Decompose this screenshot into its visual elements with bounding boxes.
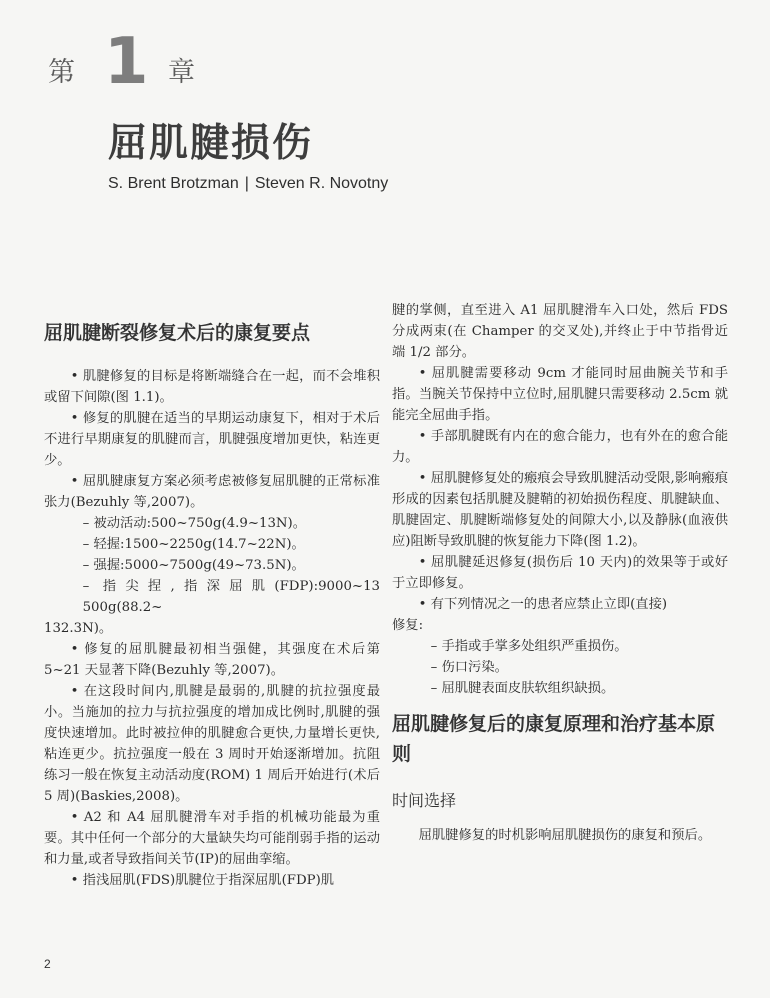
paragraph: • 有下列情况之一的患者应禁止立即(直接) <box>418 597 668 612</box>
chapter-suffix: 章 <box>168 57 195 88</box>
right-column <box>392 300 728 846</box>
paragraph: • 修复的屈肌腱最初相当强健，其强度在术后第 5~21 天显著下降(Bezuhly 等,2007)。 <box>44 642 380 678</box>
paragraph: • 手部肌腱既有内在的愈合能力，也有外在的愈合能力。 <box>392 429 728 465</box>
paragraph: • 屈肌腱修复处的瘢痕会导致肌腱活动受限,影响瘢痕形成的因素包括肌腱及腱鞘的初始损伤程度、肌腱缺血、肌腱固定、肌腱断端修复处的间隙大小,以及静脉(血液供应)阻断导致肌腱的恢复能力下降(图 1.2)。 <box>392 471 728 549</box>
chapter-label <box>48 25 248 99</box>
list-item-continued: 132.3N)。 <box>44 621 113 636</box>
list-item: – 手指或手掌多处组织严重损伤。 <box>430 639 628 654</box>
chapter-number: 1 <box>104 25 149 99</box>
paragraph: • 屈肌腱延迟修复(损伤后 10 天内)的效果等于或好于立即修复。 <box>392 555 728 591</box>
authors <box>108 175 388 193</box>
paragraph: • A2 和 A4 屈肌腱滑车对手指的机械功能最为重要。其中任何一个部分的大量缺失均可能削弱手指的运动和力量,或者导致指间关节(IP)的屈曲挛缩。 <box>44 810 380 867</box>
paragraph: 屈肌腱修复的时机影响屈肌腱损伤的康复和预后。 <box>418 828 712 843</box>
page-number: 2 <box>44 957 51 971</box>
paragraph: • 屈肌腱需要移动 9cm 才能同时屈曲腕关节和手指。当腕关节保持中立位时,屈肌腱只需要移动 2.5cm 就能完全屈曲手指。 <box>392 366 728 423</box>
paragraph: • 修复的肌腱在适当的早期运动康复下，相对于术后不进行早期康复的肌腱而言，肌腱强度增加更快，粘连更少。 <box>44 411 380 468</box>
paragraph: • 在这段时间内,肌腱是最弱的,肌腱的抗拉强度最小。当施加的拉力与抗拉强度的增加成比例时,肌腱的强度快速增加。此时被拉伸的肌腱愈合更快,力量增长更快,粘连更少。抗拉强度一般在 3 周时开始逐渐增加。抗阻练习一般在恢复主动活动度(ROM) 1 周后开始进行(术后 5 周)(Baskies,2008)。 <box>44 684 380 804</box>
list-item: – 被动活动:500~750g(4.9~13N)。 <box>82 516 307 531</box>
chapter-title: 屈肌腱损伤 <box>108 121 314 166</box>
author-separator: | <box>244 175 249 192</box>
paragraph: • 指浅屈肌(FDS)肌腱位于指深屈肌(FDP)肌 <box>70 873 335 888</box>
author-1: S. Brent Brotzman <box>108 175 239 192</box>
paragraph: • 肌腱修复的目标是将断端缝合在一起，而不会堆积或留下间隙(图 1.1)。 <box>44 369 380 405</box>
list-item: – 指尖捏,指深屈肌(FDP):9000~13 500g(88.2~ <box>82 579 380 615</box>
left-column <box>44 300 380 891</box>
paragraph: • 屈肌腱康复方案必须考虑被修复屈肌腱的正常标准张力(Bezuhly 等,2007)。 <box>44 474 380 510</box>
list-item: – 强握:5000~7500g(49~73.5N)。 <box>82 558 305 573</box>
author-2: Steven R. Novotny <box>254 175 389 192</box>
subsection-heading-timing: 时间选择 <box>392 791 457 810</box>
paragraph-continued: 修复: <box>392 618 424 633</box>
list-item: – 轻握:1500~2250g(14.7~22N)。 <box>82 537 305 552</box>
list-item: – 屈肌腱表面皮肤软组织缺损。 <box>430 681 615 696</box>
paragraph-continued: 腱的掌侧，直至进入 A1 屈肌腱滑车入口处，然后 FDS 分成两束(在 Champer 的交叉处),并终止于中节指骨近端 1/2 部分。 <box>392 303 728 360</box>
chapter-prefix: 第 <box>48 57 75 88</box>
section-heading-principles: 屈肌腱修复后的康复原理和治疗基本原则 <box>392 713 716 765</box>
section-heading-rehab-points: 屈肌腱断裂修复术后的康复要点 <box>44 322 311 344</box>
list-item: – 伤口污染。 <box>430 660 508 675</box>
